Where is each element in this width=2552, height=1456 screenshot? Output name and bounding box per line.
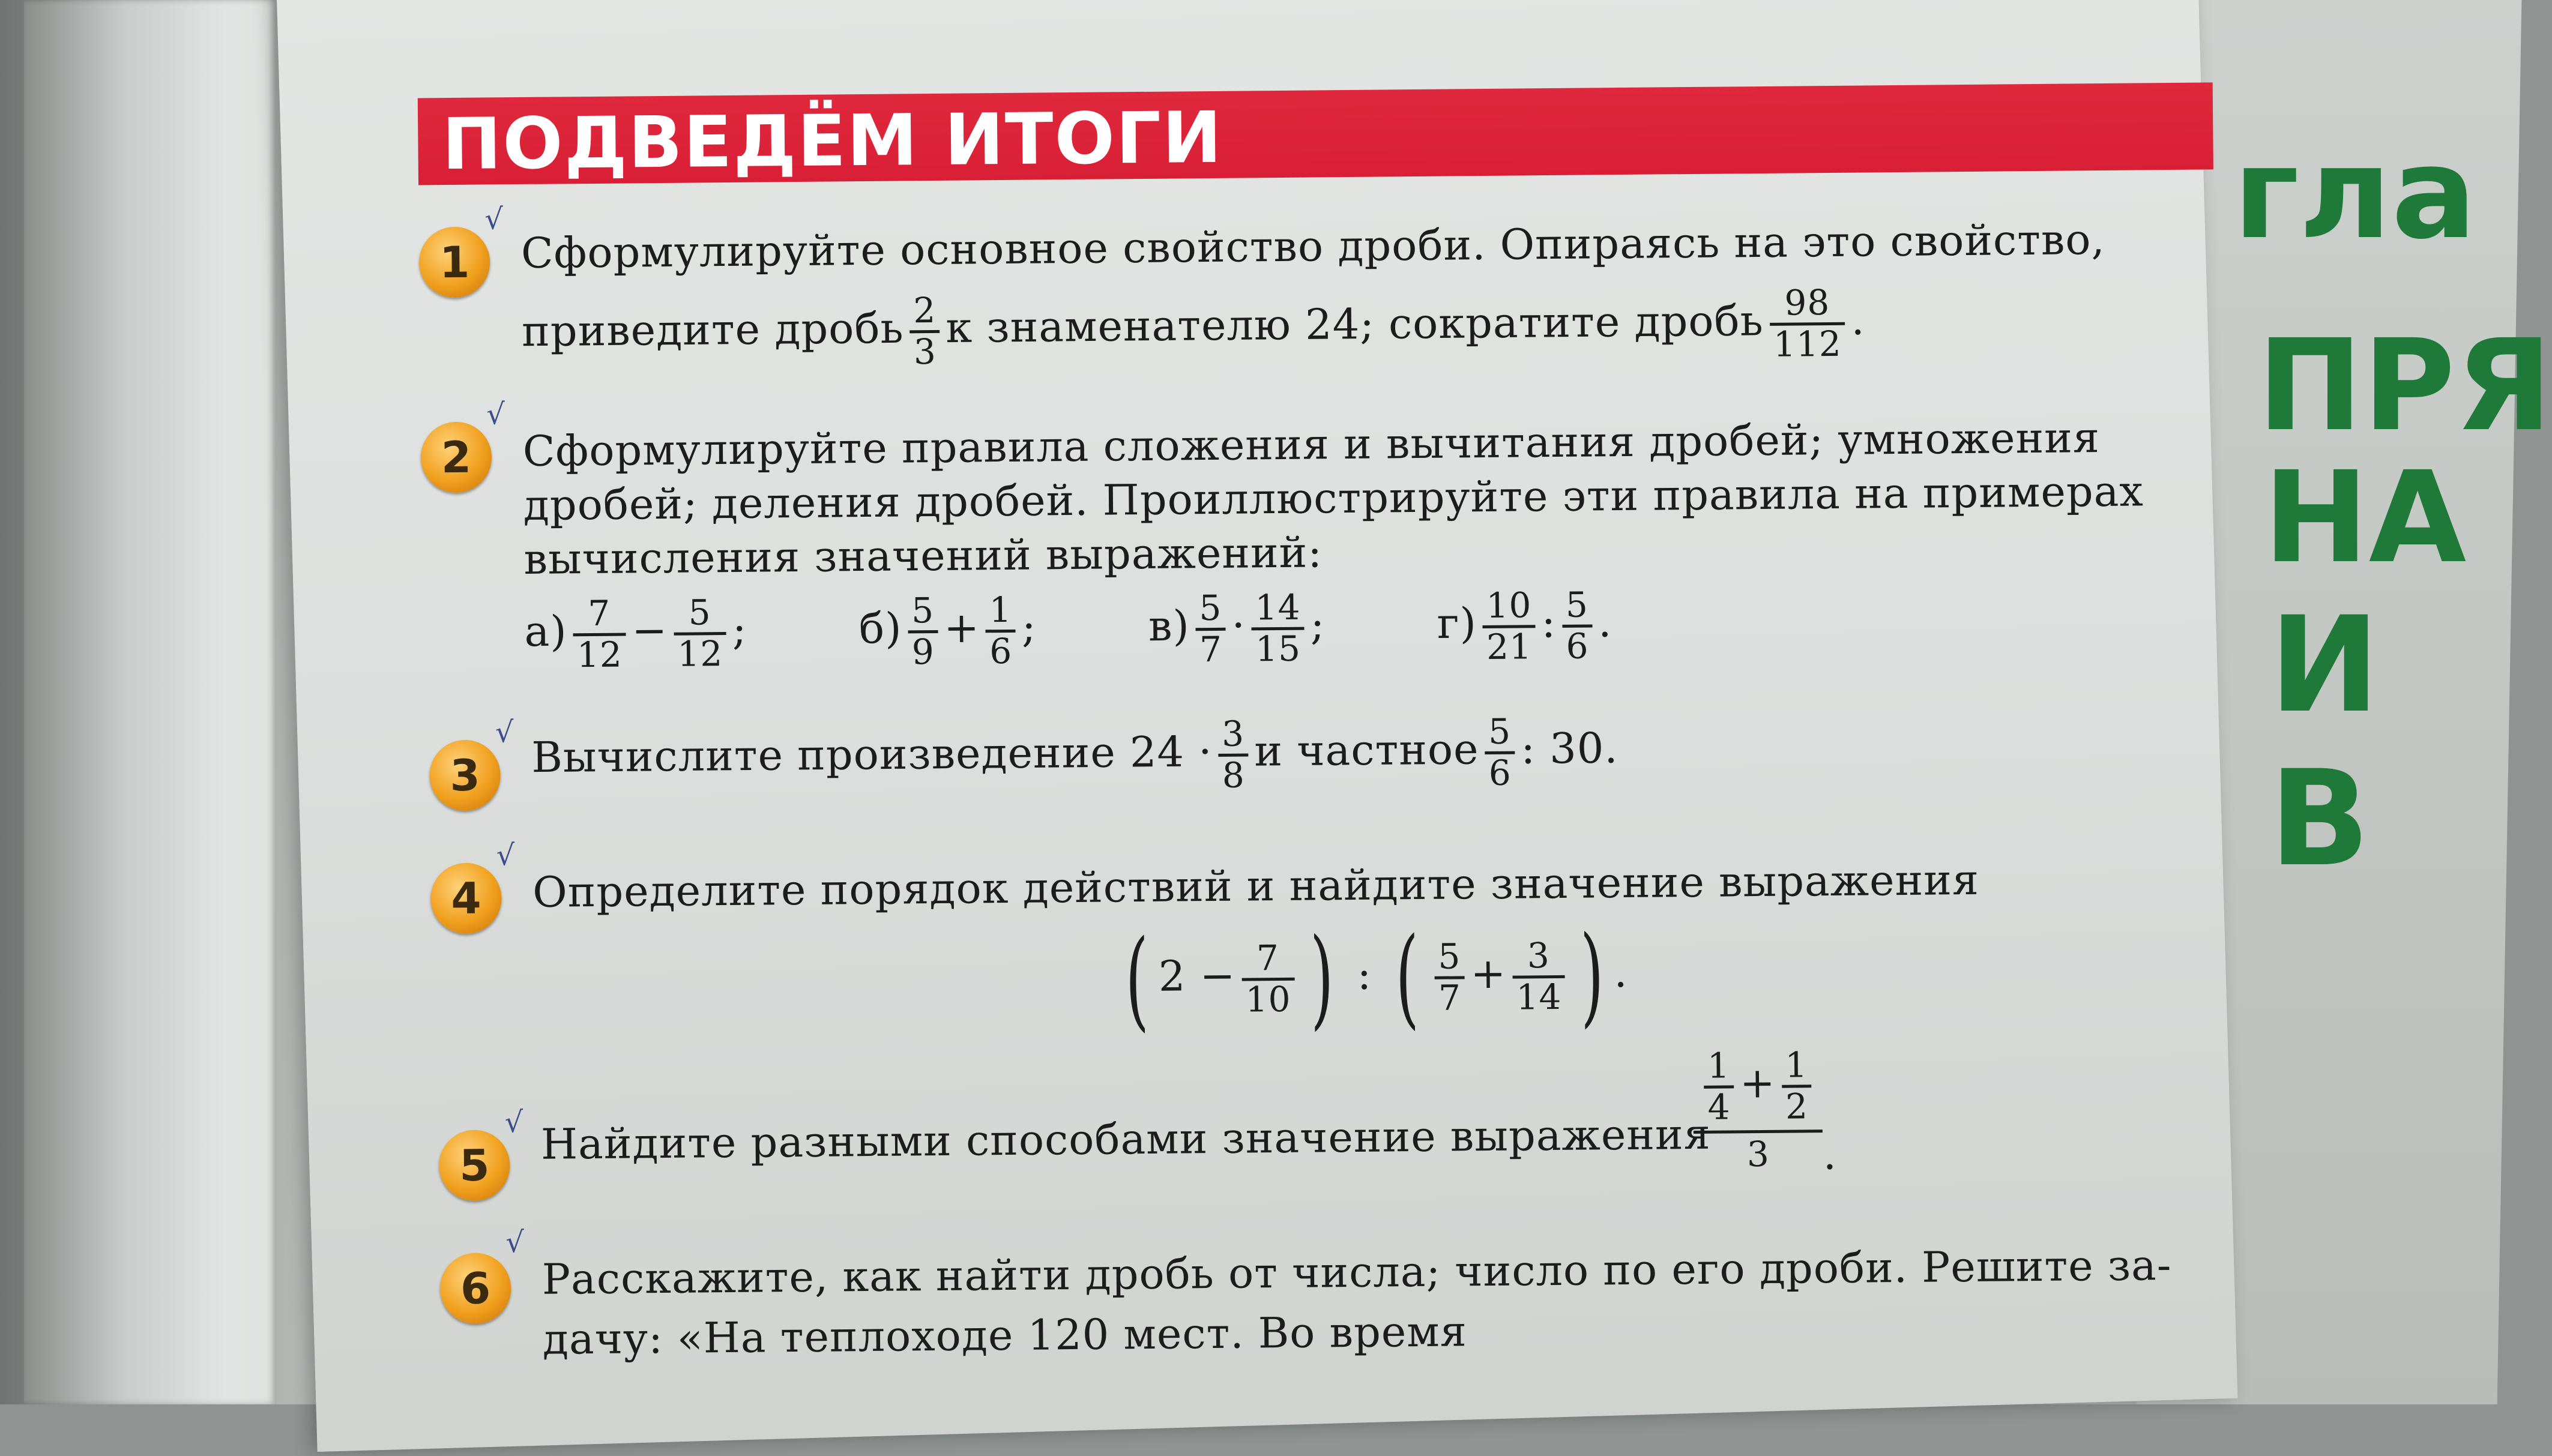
- book-page-edges: [24, 0, 276, 1404]
- question-2-examples: а) $\frac{7}{12}$ − $\frac{5}{12}$ ; б) $\frac{5}{9}$ + $\frac{1}{6}$ ; в) $\frac{5}{7}$ · $\frac{14}{15}$ ; г) $\frac{10}{21}$ : $\frac{5}{6}$ .: [524, 584, 1612, 676]
- question-number-badge: 6: [440, 1253, 511, 1324]
- fraction: $\frac{1}{6}$: [985, 591, 1016, 671]
- question-number-badge: 3: [429, 739, 501, 811]
- textbook-page: [276, 0, 2237, 1452]
- question-4-expression: ( 2 − $\frac{7}{10}$ ) : ( $\frac{5}{7}$ + $\frac{3}{14}$ ) .: [1124, 913, 1628, 1043]
- right-page-word: И В: [2269, 588, 2380, 895]
- fraction: $\frac{1}{4}$: [1704, 1047, 1734, 1127]
- fraction: $\frac{7}{10}$: [1241, 939, 1295, 1019]
- checkmark: √: [505, 1226, 525, 1260]
- fraction: $\frac{2}{3}$: [909, 292, 940, 372]
- fraction: $\frac{5}{7}$: [1195, 589, 1226, 669]
- question-6-line-2: дачу: «На теплоходе 120 мест. Во время: [542, 1307, 1468, 1364]
- question-6-line-1: Расскажите, как найти дробь от числа; число по его дроби. Решите за-: [541, 1241, 2172, 1304]
- fraction: $\frac{5}{6}$: [1485, 713, 1515, 793]
- fraction: $\frac{5}{6}$: [1562, 586, 1593, 666]
- right-page-word: НА: [2263, 444, 2467, 591]
- question-3-text: Вычислите произведение 24 · $\frac{3}{8}$ и частное $\frac{5}{6}$ : 30.: [531, 711, 1618, 796]
- section-banner: [418, 82, 2213, 185]
- question-5-text: Найдите разными способами значение выражения: [540, 1109, 1712, 1169]
- question-number-badge: 2: [420, 421, 492, 493]
- page-content: [418, 83, 2206, 1419]
- fraction: $\frac{14}{15}$: [1251, 589, 1305, 669]
- question-1-line-2: приведите дробь $\frac{2}{3}$ к знаменателю 24; сократите дробь $\frac{98}{112}$ .: [521, 281, 1866, 373]
- fraction: $\frac{98}{112}$: [1769, 284, 1845, 364]
- fraction: $\frac{3}{8}$: [1218, 715, 1249, 795]
- checkmark: √: [486, 397, 505, 432]
- question-2-line-3: вычисления значений выражений:: [523, 528, 1323, 584]
- fraction: $\frac{7}{12}$: [573, 595, 626, 675]
- fraction: $\frac{5}{7}$: [1434, 937, 1465, 1017]
- checkmark: √: [496, 838, 515, 873]
- question-number-badge: 4: [430, 862, 502, 934]
- checkmark: √: [495, 715, 514, 750]
- checkmark: √: [504, 1106, 523, 1140]
- fraction: $\frac{3}{14}$: [1512, 937, 1566, 1017]
- right-page-word: гла: [2233, 120, 2477, 267]
- question-4-text: Определите порядок действий и найдите значение выражения: [532, 855, 1980, 917]
- fraction: $\frac{5}{9}$: [908, 592, 938, 672]
- checkmark: √: [484, 202, 504, 236]
- fraction: $\frac{5}{12}$: [674, 594, 727, 673]
- question-5-complex-fraction: $\frac{1}{4}$ + $\frac{1}{2}$ 3 .: [1693, 1046, 1838, 1177]
- banner-title: ПОДВЕДЁМ ИТОГИ: [441, 95, 1223, 186]
- fraction: $\frac{10}{21}$: [1482, 586, 1536, 666]
- question-2-line-1: Сформулируйте правила сложения и вычитания дробей; умножения: [522, 413, 2101, 476]
- question-1-line-1: Сформулируйте основное свойство дроби. Опираясь на это свойство,: [520, 214, 2106, 278]
- right-page-word: ПРЯ: [2257, 312, 2552, 459]
- question-number-badge: 5: [439, 1130, 510, 1201]
- question-number-badge: 1: [419, 226, 490, 298]
- question-2-line-2: дробей; деления дробей. Проиллюстрируйте эти правила на примерах: [523, 466, 2144, 530]
- fraction: $\frac{1}{2}$: [1781, 1046, 1812, 1126]
